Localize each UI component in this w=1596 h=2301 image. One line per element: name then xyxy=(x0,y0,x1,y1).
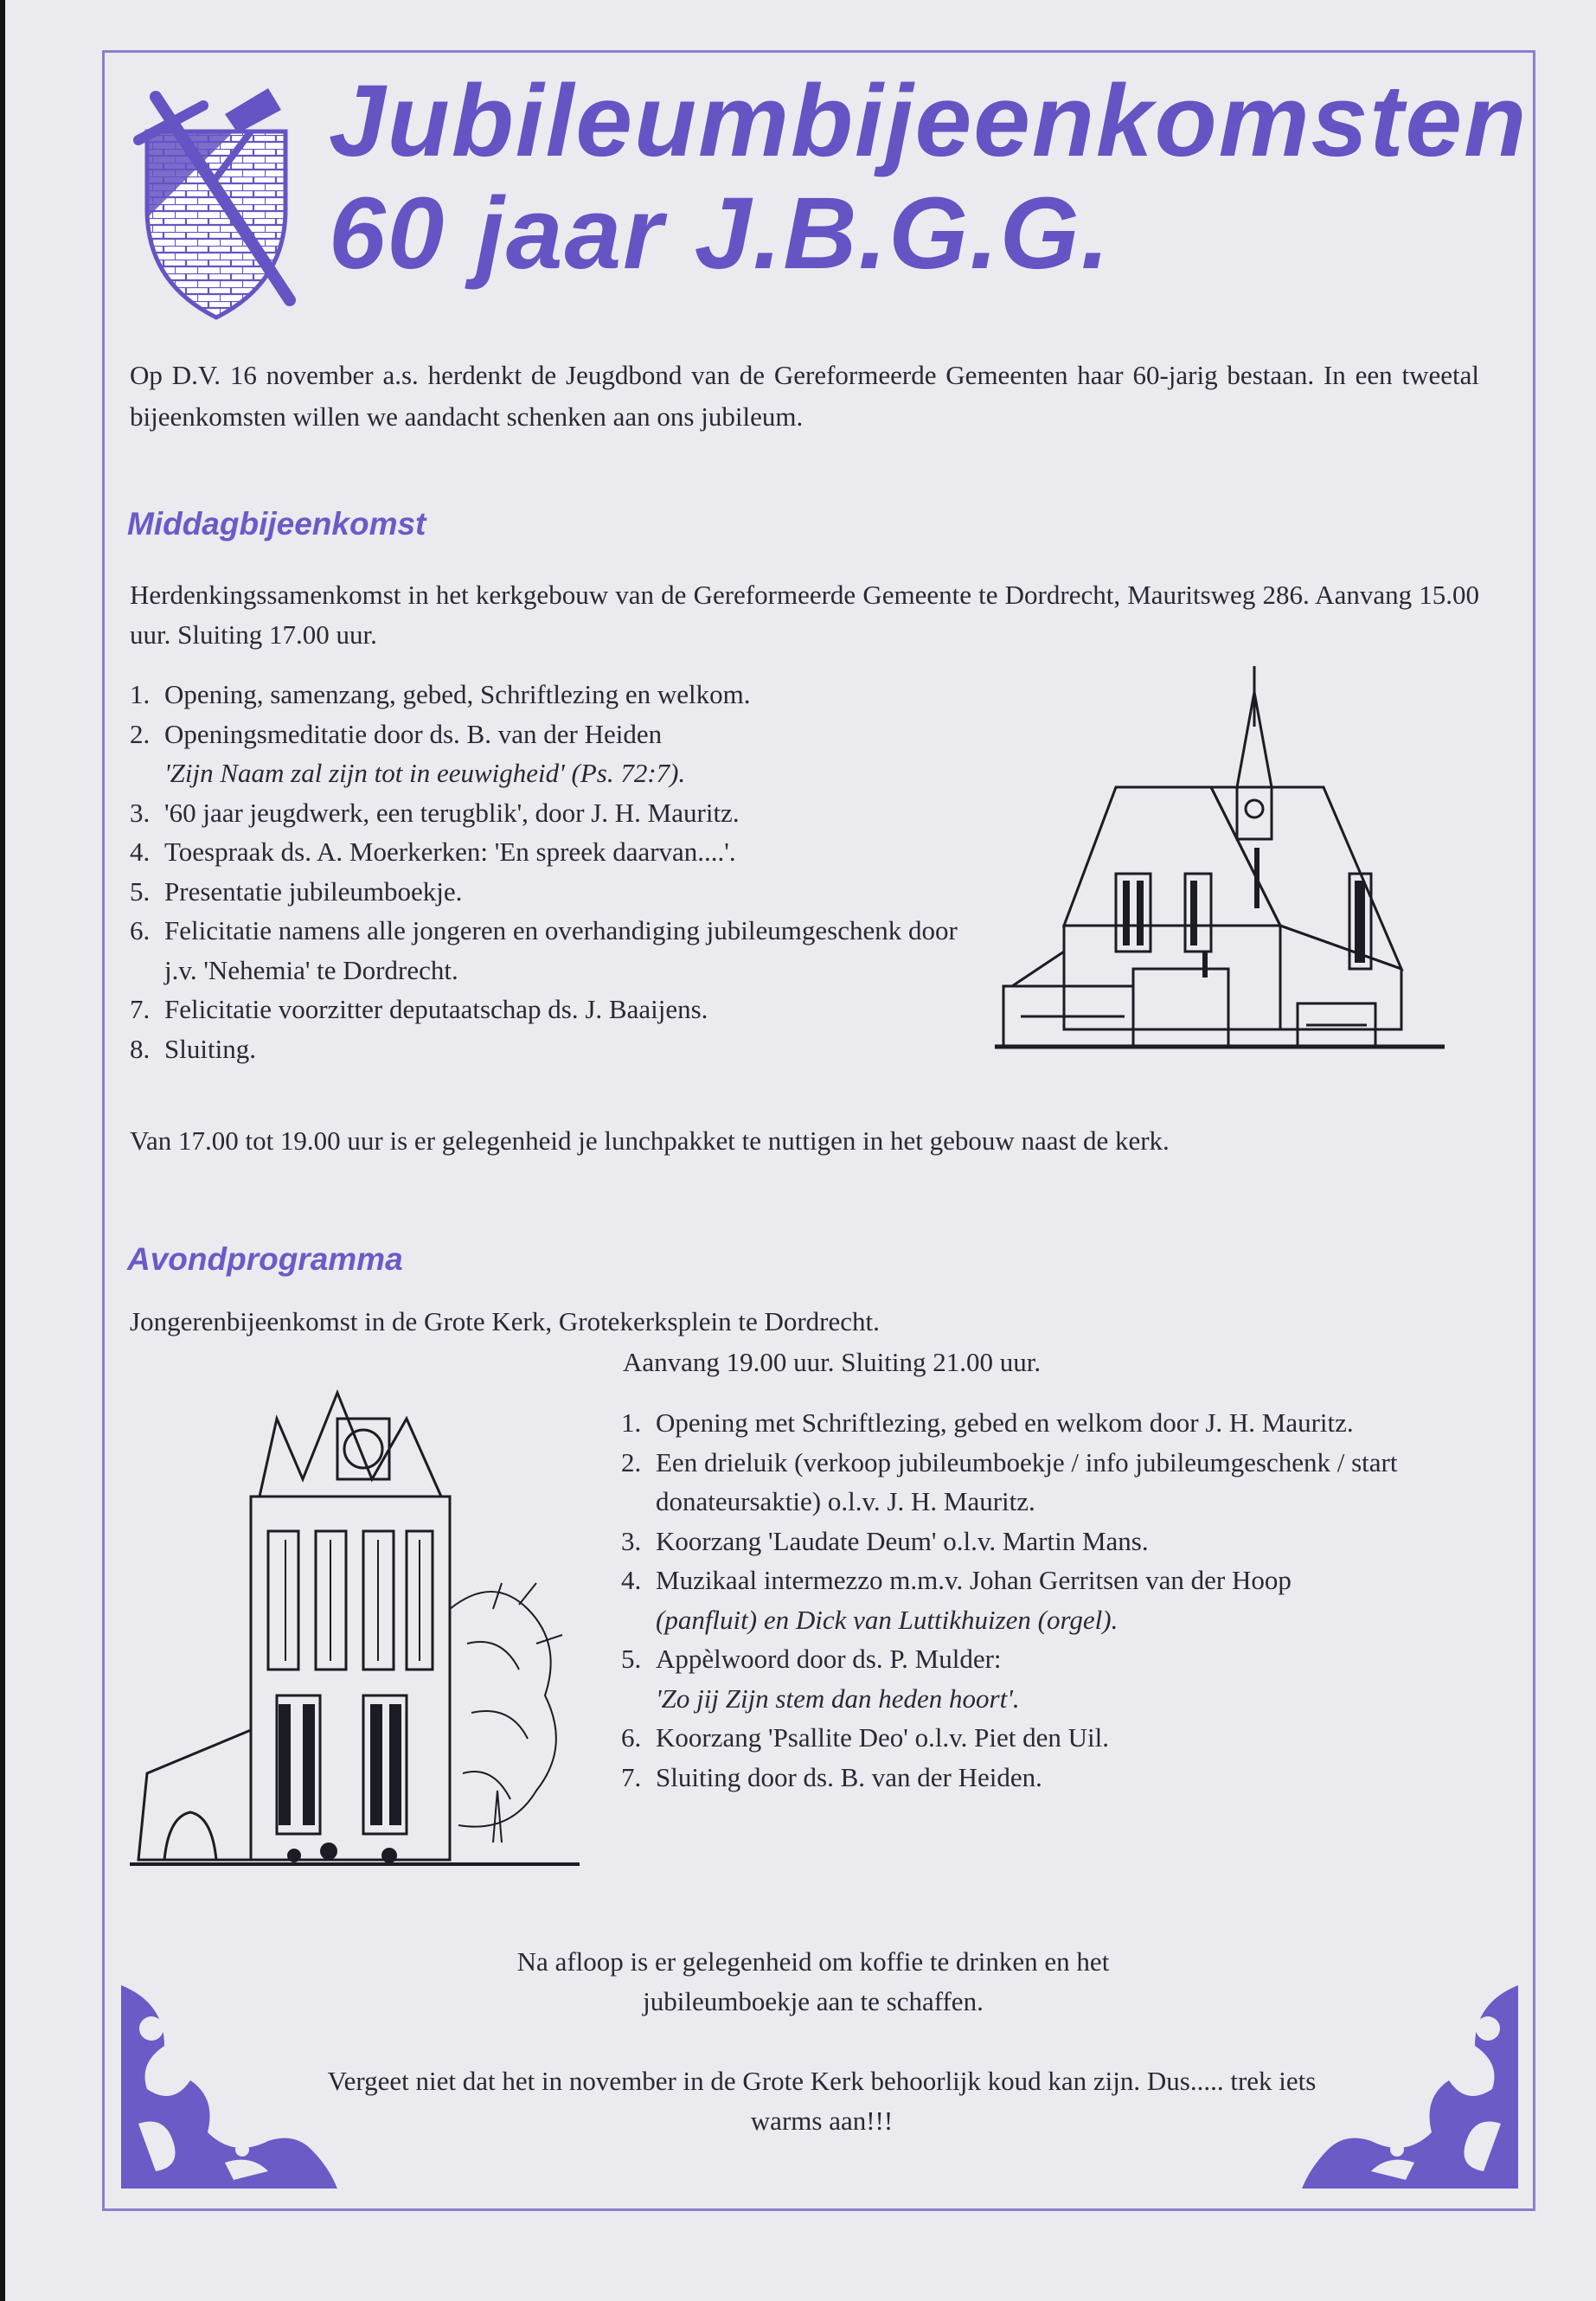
page-title xyxy=(329,65,1528,290)
afternoon-item-7: 7. Felicitatie voorzitter deputaatschap ds. J. Baaijens. xyxy=(130,994,708,1024)
evening-item-6: 6. Koorzang 'Psallite Deo' o.l.v. Piet den Uil. xyxy=(621,1722,1110,1753)
closing-note-warm: Vergeet niet dat het in november in de Grote Kerk behoorlijk koud kan zijn. Dus..... trek iets warms aan!!! xyxy=(327,2066,1317,2136)
afternoon-item-3: 3. '60 jaar jeugdwerk, een terugblik', door J. H. Mauritz. xyxy=(130,797,740,828)
afternoon-heading: Middagbijeenkomst xyxy=(127,506,426,542)
afternoon-item-2: 2. Openingsmeditatie door ds. B. van der Heiden 'Zijn Naam zal zijn tot in eeuwigheid' (Ps. 72:7). xyxy=(130,718,686,788)
evening-description: Jongerenbijeenkomst in de Grote Kerk, Grotekerksplein te Dordrecht. xyxy=(130,1306,880,1336)
evening-item-7: 7. Sluiting door ds. B. van der Heiden. xyxy=(621,1761,1042,1792)
afternoon-item-8: 8. Sluiting. xyxy=(130,1033,256,1064)
corner-ornament-right-icon xyxy=(1293,1977,1527,2197)
church-illustration xyxy=(995,657,1445,1073)
title-line-2: 60 jaar J.B.G.G. xyxy=(329,176,1112,291)
title-line-1: Jubileumbijeenkomsten xyxy=(329,64,1529,178)
evening-item-4: 4. Muzikaal intermezzo m.m.v. Johan Gerritsen van der Hoop (panfluit) en Dick van Luttikhuizen (orgel). xyxy=(621,1565,1292,1635)
afternoon-description: Herdenkingssamenkomst in het kerkgebouw van de Gereformeerde Gemeente te Dordrecht, Mauritsweg 286. Aanvang 15.00 uur. Sluiting 17.00 uur. xyxy=(130,580,1479,650)
evening-item-2: 2. Een drieluik (verkoop jubileumboekje / info jubileumgeschenk / start donateursaktie) o.l.v. J. H. Mauritz. xyxy=(621,1446,1398,1516)
scan-edge xyxy=(0,0,5,2301)
shield-emblem-icon xyxy=(130,80,303,322)
closing-note-coffee: Na afloop is er gelegenheid om koffie te drinken en het jubileumboekje aan te schaffen. xyxy=(516,1946,1110,2016)
lunch-note: Van 17.00 tot 19.00 uur is er gelegenheid je lunchpakket te nuttigen in het gebouw naast de kerk. xyxy=(130,1125,1170,1156)
evening-heading: Avondprogramma xyxy=(127,1241,403,1277)
afternoon-item-4: 4. Toespraak ds. A. Moerkerken: 'En spreek daarvan....'. xyxy=(130,836,736,867)
afternoon-item-5: 5. Presentatie jubileumboekje. xyxy=(130,875,463,907)
evening-times: Aanvang 19.00 uur. Sluiting 21.00 uur. xyxy=(623,1347,1042,1377)
evening-program-list xyxy=(621,1403,1521,1797)
evening-item-5: 5. Appèlwoord door ds. P. Mulder: 'Zo jij Zijn stem dan heden hoort'. xyxy=(621,1644,1020,1714)
afternoon-item-6: 6. Felicitatie namens alle jongeren en overhandiging jubileumgeschenk door j.v. 'Nehemia' te Dordrecht. xyxy=(130,915,958,985)
intro-paragraph: Op D.V. 16 november a.s. herdenkt de Jeugdbond van de Gereformeerde Gemeenten haar 60-jarig bestaan. In een tweetal bijeenkomsten willen we aandacht schenken aan ons jubileum. xyxy=(130,360,1479,432)
grote-kerk-illustration xyxy=(130,1384,580,1868)
corner-ornament-left-icon xyxy=(112,1977,346,2197)
afternoon-item-1: 1. Opening, samenzang, gebed, Schriftlezing en welkom. xyxy=(130,679,751,709)
afternoon-program-list xyxy=(130,675,977,1068)
evening-item-1: 1. Opening met Schriftlezing, gebed en welkom door J. H. Mauritz. xyxy=(621,1407,1354,1438)
evening-item-3: 3. Koorzang 'Laudate Deum' o.l.v. Martin Mans. xyxy=(621,1525,1149,1556)
